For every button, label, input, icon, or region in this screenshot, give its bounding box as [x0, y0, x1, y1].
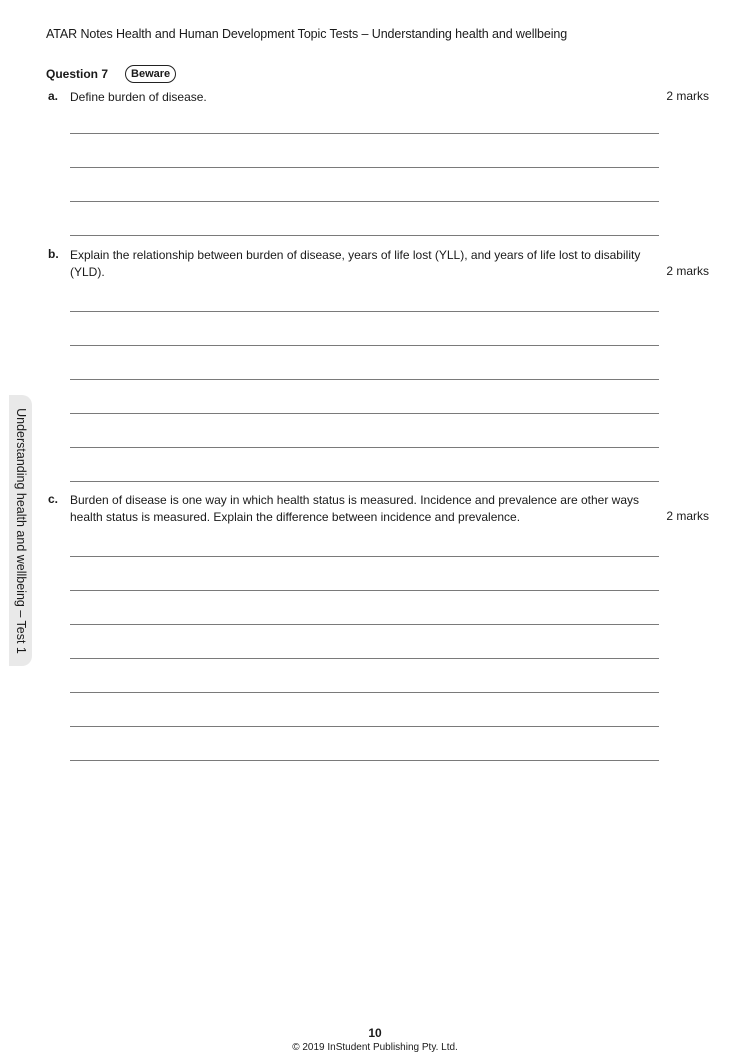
- answer-line[interactable]: [70, 726, 659, 727]
- answer-line[interactable]: [70, 658, 659, 659]
- side-tab-label: Understanding health and wellbeing – Test 1: [13, 407, 28, 654]
- part-letter: c.: [48, 492, 59, 506]
- page-number: 10: [368, 1026, 382, 1040]
- question-heading: [46, 65, 176, 83]
- question-title: Question 7: [46, 67, 109, 81]
- answer-line[interactable]: [70, 447, 659, 448]
- answer-line[interactable]: [70, 590, 659, 591]
- section-side-tab: [9, 395, 32, 666]
- answer-line[interactable]: [70, 624, 659, 625]
- answer-line[interactable]: [70, 133, 659, 134]
- answer-line[interactable]: [70, 311, 659, 312]
- part-text: Define burden of disease.: [70, 90, 207, 104]
- answer-line[interactable]: [70, 345, 659, 346]
- answer-line[interactable]: [70, 201, 659, 202]
- answer-line[interactable]: [70, 760, 659, 761]
- copyright-notice: © 2019 InStudent Publishing Pty. Ltd.: [292, 1042, 458, 1053]
- marks-label: 2 marks: [666, 89, 709, 103]
- part-text: Burden of disease is one way in which health status is measured. Incidence and prevalence are other ways health status is measured. Explain the difference between incidence and prevalence.: [70, 493, 639, 524]
- marks-label: 2 marks: [666, 509, 709, 523]
- answer-line[interactable]: [70, 413, 659, 414]
- marks-label: 2 marks: [666, 264, 709, 278]
- part-letter: b.: [48, 247, 59, 261]
- part-text: Explain the relationship between burden of disease, years of life lost (YLL), and years of life lost to disability (YLD).: [70, 248, 641, 279]
- answer-line[interactable]: [70, 235, 659, 236]
- part-letter: a.: [48, 89, 59, 103]
- answer-line[interactable]: [70, 692, 659, 693]
- answer-line[interactable]: [70, 481, 659, 482]
- answer-line[interactable]: [70, 379, 659, 380]
- beware-badge: Beware: [125, 65, 176, 83]
- answer-line[interactable]: [70, 167, 659, 168]
- running-header: ATAR Notes Health and Human Development Topic Tests – Understanding health and wellbeing: [46, 27, 568, 41]
- answer-line[interactable]: [70, 556, 659, 557]
